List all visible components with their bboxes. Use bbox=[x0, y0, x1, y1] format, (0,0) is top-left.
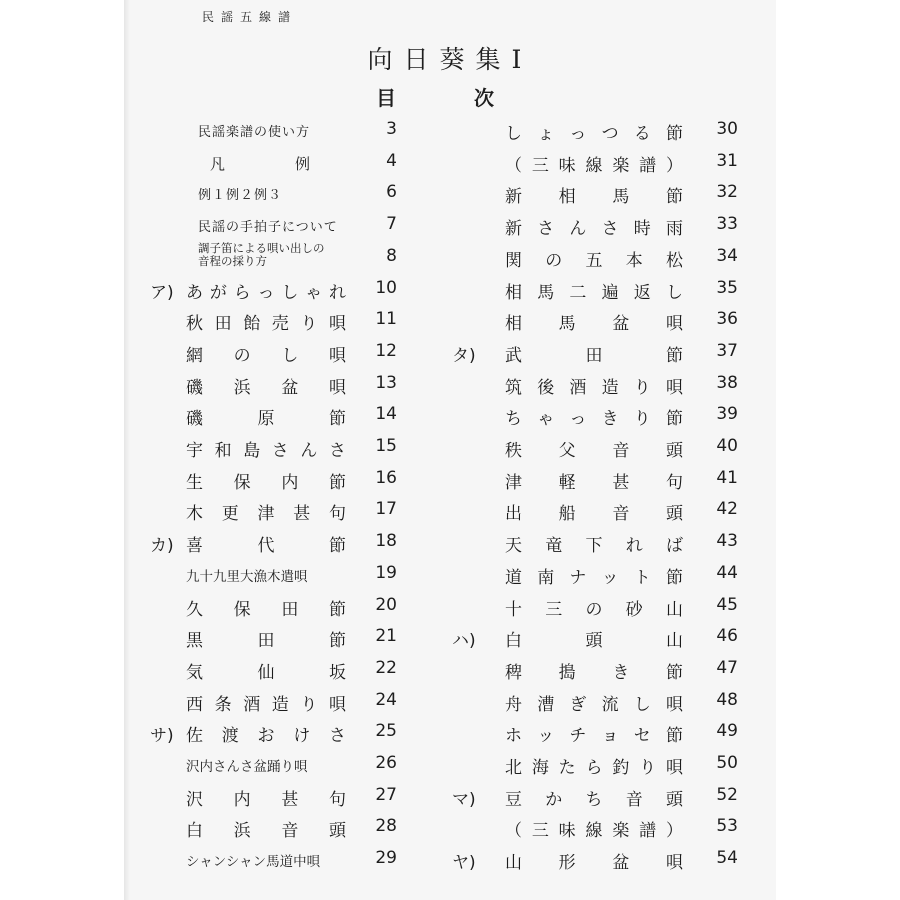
toc-page-number: 42 bbox=[716, 499, 738, 520]
toc-page-number: 10 bbox=[375, 277, 397, 298]
toc-entry-title: 気 仙 坂 bbox=[186, 662, 346, 683]
toc-page-number: 46 bbox=[716, 626, 738, 647]
toc-entry-title: 山 形 盆 唄 bbox=[505, 853, 683, 874]
toc-page-number: 30 bbox=[716, 119, 738, 139]
toc-entry-title: 舟 漕 ぎ 流 し 唄 bbox=[505, 694, 683, 715]
toc-page-number: 44 bbox=[716, 562, 738, 583]
toc-page-number: 26 bbox=[375, 753, 397, 773]
toc-page-number: 39 bbox=[716, 404, 738, 425]
toc-page-number: 31 bbox=[716, 150, 738, 171]
toc-entry-title: 佐 渡 お け さ bbox=[186, 726, 346, 747]
toc-entry-title: 秋 田 飴 売 り 唄 bbox=[186, 314, 346, 335]
toc-entry-title: （ 三 味 線 楽 譜 ） bbox=[505, 155, 683, 176]
section-kana-label: ア) bbox=[150, 282, 174, 303]
toc-page-number: 49 bbox=[716, 721, 738, 742]
toc-page-number: 50 bbox=[716, 753, 738, 773]
toc-page-number: 52 bbox=[716, 784, 738, 805]
toc-page-number: 12 bbox=[375, 340, 397, 361]
toc-entry-title: あ が ら っ し ゃ れ bbox=[186, 282, 346, 303]
toc-entry-title: 生 保 内 節 bbox=[186, 472, 346, 493]
toc-page-number: 36 bbox=[716, 309, 738, 330]
section-kana-label: ハ) bbox=[452, 631, 476, 652]
section-kana-label: ヤ) bbox=[452, 853, 476, 874]
toc-entry-title: 民謡楽譜の使い方 bbox=[198, 125, 311, 140]
toc-entry-title: ホ ッ チ ョ セ 節 bbox=[505, 726, 683, 747]
toc-page-number: 15 bbox=[375, 436, 397, 456]
toc-entry-title: 武 田 節 bbox=[505, 345, 683, 366]
toc-entry-title: 新 さ ん さ 時 雨 bbox=[505, 219, 683, 240]
toc-entry-title: 豆 か ち 音 頭 bbox=[505, 789, 683, 810]
toc-entry-title: 凡 例 bbox=[210, 154, 310, 173]
toc-entry-title: 北 海 た ら 釣 り 唄 bbox=[505, 758, 683, 778]
toc-page-number: 22 bbox=[375, 657, 397, 678]
toc-page-number: 32 bbox=[716, 182, 738, 203]
toc-page-number: 40 bbox=[716, 436, 738, 456]
toc-entry-title: 民謡の手拍子について bbox=[198, 220, 338, 236]
toc-page-number: 3 bbox=[386, 119, 397, 139]
toc-entry-title: 磯 浜 盆 唄 bbox=[186, 377, 346, 398]
toc-page-number: 48 bbox=[716, 689, 738, 710]
toc-entry-title: 十 三 の 砂 山 bbox=[505, 599, 683, 620]
toc-entry-title: 筑 後 酒 造 り 唄 bbox=[505, 377, 683, 398]
toc-entry-title: 沢内さんさ盆踊り唄 bbox=[186, 759, 308, 775]
toc-entry-title: 九十九里大漁木遣唄 bbox=[186, 568, 308, 585]
running-header: 民謡五線譜 bbox=[202, 10, 298, 24]
toc-page-number: 16 bbox=[375, 467, 397, 488]
toc-page-number: 53 bbox=[716, 816, 738, 837]
toc-page-number: 34 bbox=[716, 245, 738, 266]
toc-entry-title: 新 相 馬 節 bbox=[505, 187, 683, 208]
toc-entry-title: 津 軽 甚 句 bbox=[505, 472, 683, 493]
page-title: 向日葵集Ⅰ bbox=[367, 45, 533, 74]
toc-page-number: 14 bbox=[375, 404, 397, 425]
toc-page-number: 41 bbox=[716, 467, 738, 488]
toc-entry-title: （ 三 味 線 楽 譜 ） bbox=[505, 821, 683, 842]
toc-entry-title: 木 更 津 甚 句 bbox=[186, 504, 346, 525]
toc-entry-title: 出 船 音 頭 bbox=[505, 504, 683, 525]
toc-page-number: 38 bbox=[716, 372, 738, 393]
toc-entry-title: 天 竜 下 れ ば bbox=[505, 536, 683, 557]
section-kana-label: マ) bbox=[452, 789, 476, 810]
toc-page-number: 29 bbox=[375, 848, 397, 869]
toc-page-number: 19 bbox=[375, 562, 397, 583]
toc-page-number: 43 bbox=[716, 531, 738, 552]
toc-entry-title: 磯 原 節 bbox=[186, 409, 346, 430]
toc-page-number: 37 bbox=[716, 340, 738, 361]
section-kana-label: サ) bbox=[150, 726, 174, 747]
toc-entry-title: 道 南 ナ ッ ト 節 bbox=[505, 567, 683, 588]
toc-entry-title: し ょ っ つ る 節 bbox=[505, 124, 683, 144]
toc-entry-title: 相 馬 盆 唄 bbox=[505, 314, 683, 335]
toc-entry-title: 稗 搗 き 節 bbox=[505, 662, 683, 683]
toc-page-number: 28 bbox=[375, 816, 397, 837]
toc-entry-title: 喜 代 節 bbox=[186, 536, 346, 557]
toc-page-number: 7 bbox=[386, 214, 397, 235]
toc-page-number: 8 bbox=[386, 245, 397, 266]
toc-entry-title: 相 馬 二 遍 返 し bbox=[505, 282, 683, 303]
toc-page-number: 17 bbox=[375, 499, 397, 520]
toc-page-number: 27 bbox=[375, 784, 397, 805]
section-kana-label: カ) bbox=[150, 536, 174, 557]
toc-entry-title: 沢 内 甚 句 bbox=[186, 789, 346, 810]
toc-entry-title: 西 条 酒 造 り 唄 bbox=[186, 694, 346, 715]
toc-page-number: 54 bbox=[716, 848, 738, 869]
toc-page-number: 47 bbox=[716, 657, 738, 678]
toc-entry-title: 久 保 田 節 bbox=[186, 599, 346, 620]
toc-page-number: 24 bbox=[375, 689, 397, 710]
toc-page-number: 13 bbox=[375, 372, 397, 393]
toc-page-number: 25 bbox=[375, 721, 397, 742]
toc-page-number: 33 bbox=[716, 214, 738, 235]
toc-heading-left: 目 bbox=[376, 86, 396, 110]
toc-page-number: 18 bbox=[375, 531, 397, 552]
toc-entry-title: 例１例２例３ bbox=[198, 188, 283, 204]
toc-entry-title: シャンシャン馬道中唄 bbox=[186, 854, 321, 871]
toc-page-number: 20 bbox=[375, 594, 397, 615]
toc-page-number: 4 bbox=[386, 150, 397, 171]
toc-heading-right: 次 bbox=[474, 86, 494, 110]
toc-entry-title: ち ゃ っ き り 節 bbox=[505, 409, 683, 430]
toc-entry-title: 網 の し 唄 bbox=[186, 345, 346, 366]
toc-page-number: 45 bbox=[716, 594, 738, 615]
toc-entry-title: 調子笛による唄い出しの 音程の採り方 bbox=[198, 240, 325, 268]
toc-entry-title: 白 浜 音 頭 bbox=[186, 821, 346, 842]
page-edge-shadow bbox=[124, 0, 130, 900]
toc-entry-title: 宇 和 島 さ ん さ bbox=[186, 441, 346, 461]
toc-page-number: 6 bbox=[386, 182, 397, 203]
toc-entry-title: 白 頭 山 bbox=[505, 631, 683, 652]
toc-page-number: 11 bbox=[375, 309, 397, 330]
toc-page-number: 21 bbox=[375, 626, 397, 647]
section-kana-label: タ) bbox=[452, 345, 476, 366]
toc-entry-title: 関 の 五 本 松 bbox=[505, 250, 683, 271]
toc-page-number: 35 bbox=[716, 277, 738, 298]
toc-entry-title: 秩 父 音 頭 bbox=[505, 441, 683, 461]
toc-entry-title: 黒 田 節 bbox=[186, 631, 346, 652]
